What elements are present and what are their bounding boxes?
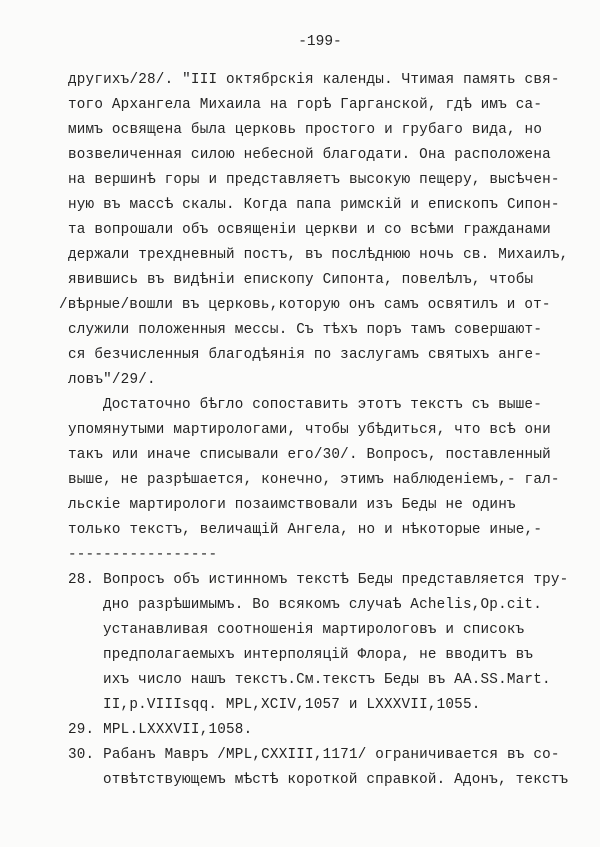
body-line: ловъ"/29/.	[68, 372, 156, 388]
footnote-line: 29. MPL.LXXXVII,1058.	[68, 722, 253, 738]
body-line: та вопрошали объ освященіи церкви и со всѣми гражданами	[68, 222, 551, 238]
footnote-line: ихъ число нашъ текстъ.См.текстъ Беды въ AA.SS.Mart.	[103, 672, 551, 688]
body-line: того Архангела Михаила на горѣ Гарганской, гдѣ имъ са-	[68, 97, 543, 113]
footnote-line: 28. Вопросъ объ истинномъ текстѣ Беды представляется тру-	[68, 572, 569, 588]
body-line: выше, не разрѣшается, конечно, этимъ наблюденіемъ,- гал-	[68, 472, 560, 488]
body-line: ную въ массѣ скалы. Когда папа римскій и епископъ Сипон-	[68, 197, 560, 213]
body-line: /вѣрные/вошли въ церковь,которую онъ самъ освятилъ и от-	[59, 297, 551, 313]
body-line: такъ или иначе списывали его/30/. Вопросъ, поставленный	[68, 447, 551, 463]
footnote-line: отвѣтствующемъ мѣстѣ короткой справкой. Адонъ, текстъ	[103, 772, 569, 788]
footnote-line: 30. Рабанъ Мавръ /MPL,CXXIII,1171/ ограничивается въ со-	[68, 747, 560, 763]
footnote-30	[68, 743, 568, 793]
footnote-29	[68, 718, 568, 743]
body-line: возвеличенная силою небесной благодати. Она расположена	[68, 147, 551, 163]
footnote-separator: -----------------	[68, 547, 218, 563]
footnote-line: II,p.VIIIsqq. MPL,XCIV,1057 и LXXXVII,1055.	[103, 697, 481, 713]
footnote-line: предполагаемыхъ интерполяцій Флора, не вводитъ въ	[103, 647, 534, 663]
footnote-line: устанавливая соотношенія мартирологовъ и списокъ	[103, 622, 525, 638]
page-body	[59, 68, 569, 793]
body-line: мимъ освящена была церковь простого и грубаго вида, но	[68, 122, 543, 138]
body-line: на вершинѣ горы и представляетъ высокую пещеру, высѣчен-	[68, 172, 560, 188]
body-line: ся безчисленныя благодѣянія по заслугамъ святыхъ анге-	[68, 347, 543, 363]
footnote-line: дно разрѣшимымъ. Во всякомъ случаѣ Achelis,Op.cit.	[103, 597, 542, 613]
body-line: другихъ/28/. "III октябрскія календы. Чтимая память свя-	[68, 72, 560, 88]
body-line: явившись въ видѣніи епископу Сипонта, повелѣлъ, чтобы	[68, 272, 534, 288]
body-line: держали трехдневный постъ, въ послѣднюю ночь св. Михаилъ,	[68, 247, 569, 263]
paragraph-start: Достаточно бѣгло сопоставить этотъ текстъ съ выше-	[103, 397, 542, 413]
body-line: служили положенныя мессы. Съ тѣхъ поръ тамъ совершают-	[68, 322, 543, 338]
footnote-28	[68, 568, 568, 718]
body-line: льскіе мартирологи позаимствовали изъ Беды не одинъ	[68, 497, 516, 513]
page-number: -199-	[298, 34, 342, 50]
body-line: упомянутыми мартирологами, чтобы убѣдиться, что всѣ они	[68, 422, 551, 438]
body-line: только текстъ, величащій Ангела, но и нѣкоторые иные,-	[68, 522, 543, 538]
